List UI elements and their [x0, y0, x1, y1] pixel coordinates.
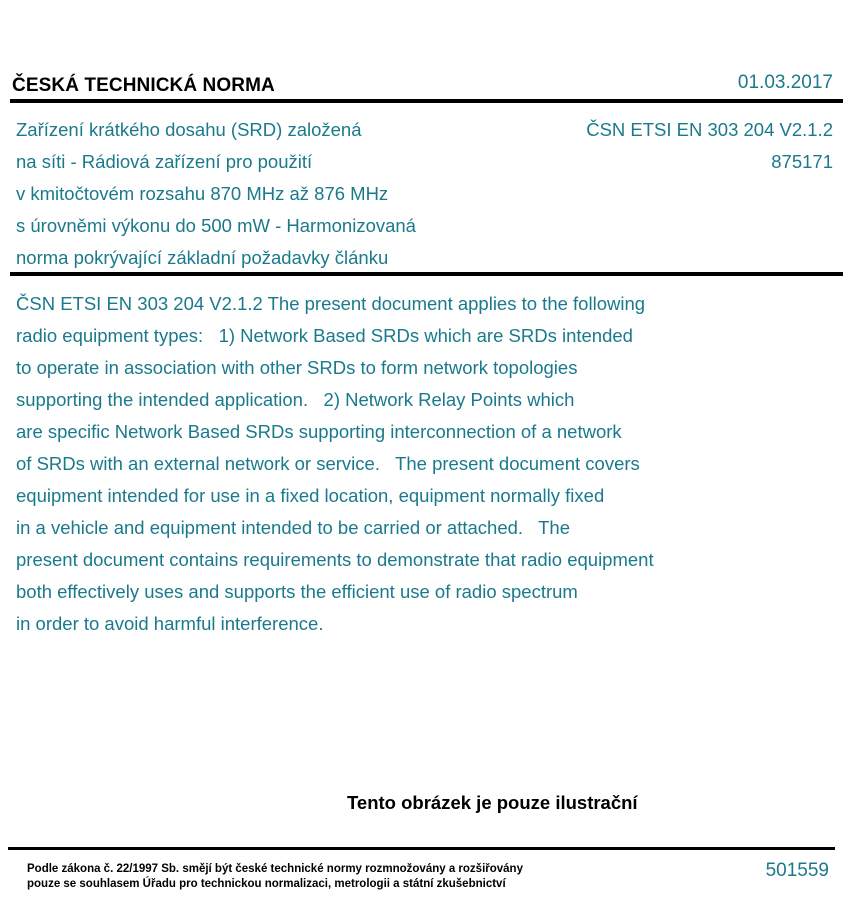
abstract-line: radio equipment types: 1) Network Based SRDs which are SRDs intended [16, 325, 633, 346]
title-line: s úrovněmi výkonu do 500 mW - Harmonizovaná [16, 215, 416, 236]
standard-code: ČSN ETSI EN 303 204 V2.1.2 [586, 119, 833, 140]
title-line: na síti - Rádiová zařízení pro použití [16, 151, 313, 172]
illustration-notice: Tento obrázek je pouze ilustrační [347, 792, 638, 813]
title-line: Zařízení krátkého dosahu (SRD) založená [16, 119, 362, 140]
top-divider [10, 99, 843, 103]
abstract-line: present document contains requirements to demonstrate that radio equipment [16, 549, 654, 570]
bottom-divider [8, 847, 835, 850]
title-line: v kmitočtovém rozsahu 870 MHz až 876 MHz [16, 183, 389, 204]
document-number: 501559 [765, 860, 829, 881]
classification-number: 875171 [771, 151, 833, 172]
abstract-line: are specific Network Based SRDs supporting interconnection of a network [16, 421, 622, 442]
abstract-text [16, 288, 836, 640]
middle-divider [10, 272, 843, 276]
abstract-line: of SRDs with an external network or service. The present document covers [16, 453, 640, 474]
standard-identifier [586, 114, 833, 178]
abstract-line: equipment intended for use in a fixed location, equipment normally fixed [16, 485, 605, 506]
standard-title [16, 114, 536, 274]
publication-date: 01.03.2017 [737, 72, 833, 93]
abstract-line: in order to avoid harmful interference. [16, 613, 324, 634]
legal-notice [27, 862, 523, 892]
abstract-line: in a vehicle and equipment intended to be carried or attached. The [16, 517, 570, 538]
abstract-line: to operate in association with other SRDs to form network topologies [16, 357, 578, 378]
abstract-line: both effectively uses and supports the efficient use of radio spectrum [16, 581, 578, 602]
document-heading: ČESKÁ TECHNICKÁ NORMA [12, 75, 275, 96]
legal-line: pouze se souhlasem Úřadu pro technickou normalizaci, metrologii a státní zkušebnictví [27, 878, 506, 890]
abstract-line: supporting the intended application. 2) Network Relay Points which [16, 389, 575, 410]
abstract-line: ČSN ETSI EN 303 204 V2.1.2 The present document applies to the following [16, 293, 646, 314]
legal-line: Podle zákona č. 22/1997 Sb. smějí být české technické normy rozmnožovány a rozšiřovány [27, 863, 523, 875]
title-line: norma pokrývající základní požadavky článku [16, 247, 389, 268]
